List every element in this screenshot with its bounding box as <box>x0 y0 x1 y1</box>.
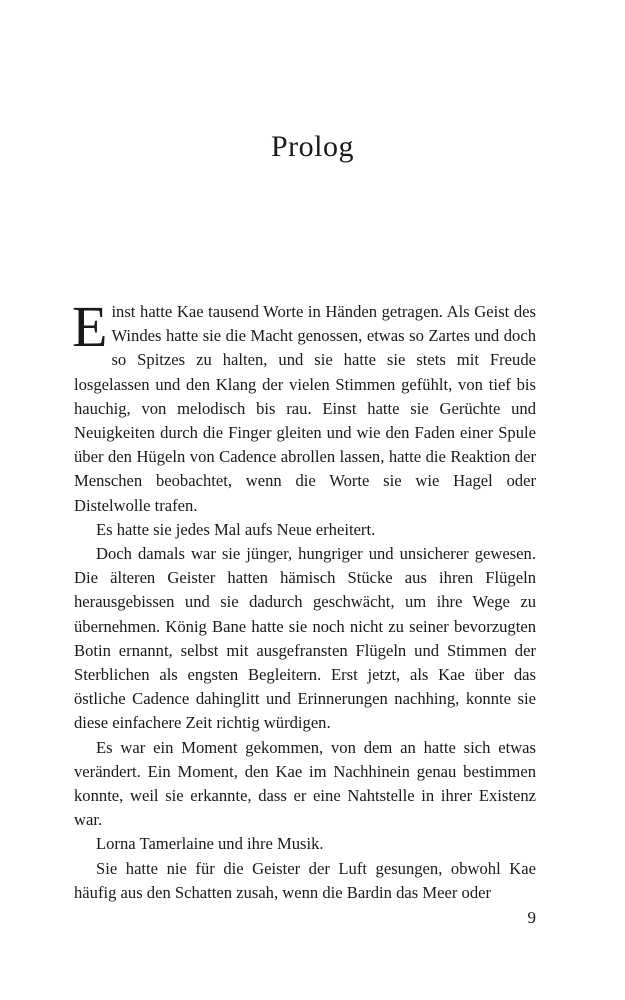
paragraph-3: Doch damals war sie jünger, hungriger und unsicherer gewesen. Die älteren Geister hatten hämisch Stücke aus ihren Flügeln herausgebissen und sie dadurch geschwächt, um ihre Wege zu übernehmen. König Bane hatte sie noch nicht zu seiner bevorzugten Botin ernannt, selbst mit ausgefransten Flügeln und Stimmen der Sterblichen als engsten Begleitern. Erst jetzt, als Kae über das östliche Cadence dahinglitt und Erinnerungen nachhing, konnte sie diese einfachere Zeit richtig würdigen. <box>74 544 536 733</box>
paragraph-5: Lorna Tamerlaine und ihre Musik. <box>96 834 324 854</box>
drop-cap: E <box>72 294 108 359</box>
paragraph-1-text: inst hatte Kae tausend Worte in Händen getragen. Als Geist des Windes hatte sie die Macht genossen, etwas so Zartes und doch so Spitzes zu halten, und sie hatte sie stets mit Freude losgelassen und den Klang der vielen Stimmen gefühlt, von tief bis hauchig, von melodisch bis rau. Einst hatte sie Gerüchte und Neuigkeiten durch die Finger gleiten und wie den Faden einer Spule über den Hügeln von Cadence abrollen lassen, hatte die Reaktion der Menschen beobachtet, wenn die Worte sie wie Hagel oder Distelwolle trafen. <box>74 302 536 515</box>
paragraph-6: Sie hatte nie für die Geister der Luft gesungen, obwohl Kae häufig aus den Schatten zusah, wenn die Bardin das Meer oder <box>74 858 536 902</box>
paragraph-2: Es hatte sie jedes Mal aufs Neue erheitert. <box>96 519 376 539</box>
chapter-title: Prolog <box>270 130 354 163</box>
paragraph-1 <box>72 294 536 518</box>
page-number: 9 <box>527 908 536 927</box>
paragraph-4: Es war ein Moment gekommen, von dem an hatte sich etwas verändert. Ein Moment, den Kae im Nachhinein genau bestimmen konnte, weil sie erkannte, dass er eine Nahtstelle in ihrer Existenz war. <box>74 737 536 830</box>
body-text <box>72 294 536 905</box>
